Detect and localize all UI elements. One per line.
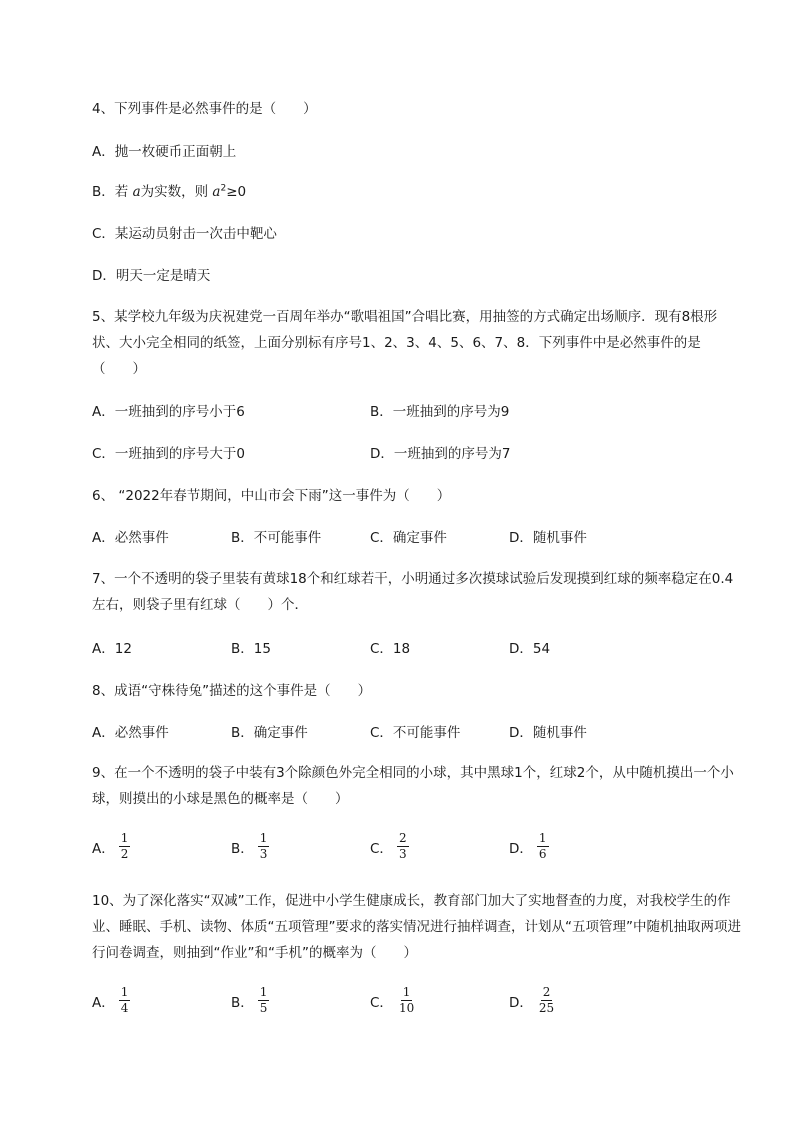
denominator: 10 (398, 1001, 415, 1015)
question-7-stem: 7、一个不透明的袋子里装有黄球18个和红球若干，小明通过多次摸球试验后发现摸到红球的频率稳定在0.4左右，则袋子里有红球（ ）个． (92, 571, 734, 613)
question-9-option-a (92, 832, 130, 861)
question-6-stem: 6、 “2022年春节期间，中山市会下雨”这一事件为（ ） (92, 488, 451, 504)
question-8-stem: 8、成语“守株待兔”描述的这个事件是（ ） (92, 683, 372, 699)
question-9-option-b (231, 832, 269, 861)
question-5-option-b: B．一班抽到的序号为9 (370, 404, 510, 420)
question-4-stem: 4、下列事件是必然事件的是（ ） (92, 101, 317, 117)
option-b-prefix: B．若 (92, 184, 133, 200)
fraction (258, 832, 270, 861)
option-label: A． (92, 840, 115, 857)
denominator: 3 (259, 847, 268, 861)
question-9-stem: 9、在一个不透明的袋子中装有3个除颜色外完全相同的小球，其中黑球1个，红球2个，从中随机摸出一个小球，则摸出的小球是黑色的概率是（ ） (92, 765, 734, 807)
question-10-option-a (92, 986, 130, 1015)
question-5-option-c: C．一班抽到的序号大于0 (92, 446, 246, 462)
exponent: 2 (220, 183, 227, 194)
option-label: C． (370, 994, 393, 1011)
option-b-middle: 为实数，则 (140, 184, 213, 200)
question-10-option-c (370, 986, 416, 1015)
fraction (258, 986, 270, 1015)
denominator: 3 (398, 847, 407, 861)
question-10-option-d (509, 986, 556, 1015)
fraction (119, 832, 131, 861)
question-8-option-b: B．确定事件 (231, 725, 308, 741)
fraction (397, 832, 409, 861)
question-4-option-a: A．抛一枚硬币正面朝上 (92, 144, 237, 160)
numerator: 1 (538, 831, 547, 845)
question-5-stem: 5、某学校九年级为庆祝建党一百周年举办“歌唱祖国”合唱比赛，用抽签的方式确定出场顺序．现有8根形状、大小完全相同的纸签，上面分别标有序号1、2、3、4、5、6、7、8．下列事件中是必然事件的是（ ） (92, 309, 718, 377)
denominator: 25 (538, 1001, 555, 1015)
question-6-option-d: D．随机事件 (509, 530, 587, 546)
question-9-option-d (509, 832, 549, 861)
fraction (537, 832, 549, 861)
numerator: 1 (402, 985, 411, 999)
question-6-option-c: C．确定事件 (370, 530, 447, 546)
denominator: 6 (538, 847, 547, 861)
question-5-option-d: D．一班抽到的序号为7 (370, 446, 511, 462)
denominator: 5 (259, 1001, 268, 1015)
numerator: 1 (120, 831, 129, 845)
question-8-option-c: C．不可能事件 (370, 725, 461, 741)
question-6-option-a: A．必然事件 (92, 530, 169, 546)
question-6-option-b: B．不可能事件 (231, 530, 322, 546)
variable-a: a (132, 184, 141, 200)
option-label: D． (509, 840, 533, 857)
question-8-option-a: A．必然事件 (92, 725, 169, 741)
option-label: A． (92, 994, 115, 1011)
option-label: C． (370, 840, 393, 857)
question-9-option-c (370, 832, 409, 861)
question-7-option-b: B．15 (231, 641, 271, 657)
question-10-stem: 10、为了深化落实“双减”工作，促进中小学生健康成长，教育部门加大了实地督查的力度，对我校学生的作业、睡眠、手机、读物、体质“五项管理”要求的落实情况进行抽样调查，计划从“五项管理”中随机抽取两项进行问卷调查，则抽到“作业”和“手机”的概率为（ ） (92, 893, 741, 961)
variable-a-squared-base: a (212, 184, 221, 200)
question-4-option-c: C．某运动员射击一次击中靶心 (92, 226, 277, 242)
question-10-option-b (231, 986, 269, 1015)
numerator: 2 (398, 831, 407, 845)
fraction (397, 986, 416, 1015)
question-4-option-b (92, 184, 246, 200)
question-7-option-c: C．18 (370, 641, 411, 657)
option-label: B． (231, 994, 254, 1011)
numerator: 1 (120, 985, 129, 999)
numerator: 1 (259, 831, 268, 845)
option-label: B． (231, 840, 254, 857)
question-4-option-d: D．明天一定是晴天 (92, 268, 211, 284)
fraction (537, 986, 556, 1015)
question-5-option-a: A．一班抽到的序号小于6 (92, 404, 245, 420)
question-7-option-d: D．54 (509, 641, 551, 657)
option-label: D． (509, 994, 533, 1011)
question-8-option-d: D．随机事件 (509, 725, 587, 741)
numerator: 1 (259, 985, 268, 999)
denominator: 2 (120, 847, 129, 861)
question-7-option-a: A．12 (92, 641, 132, 657)
denominator: 4 (120, 1001, 129, 1015)
fraction (119, 986, 131, 1015)
option-b-suffix: ≥0 (226, 184, 247, 200)
numerator: 2 (542, 985, 551, 999)
